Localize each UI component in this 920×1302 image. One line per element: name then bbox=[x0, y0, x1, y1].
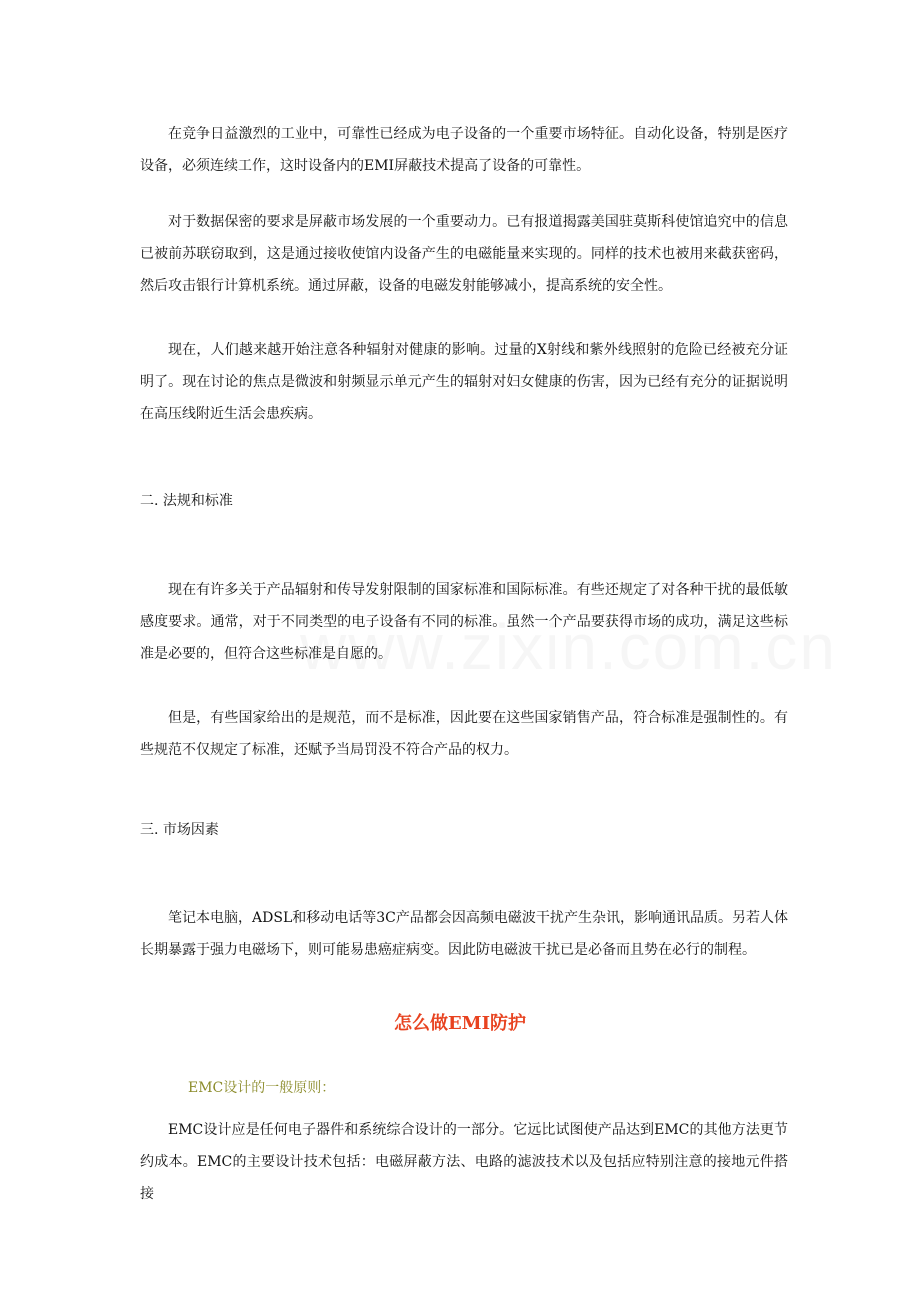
paragraph-regulations: 但是，有些国家给出的是规范，而不是标准，因此要在这些国家销售产品，符合标准是强制性的。有些规范不仅规定了标准，还赋予当局罚没不符合产品的权力。 bbox=[140, 710, 788, 758]
paragraph-data-security: 对于数据保密的要求是屏蔽市场发展的一个重要动力。已有报道揭露美国驻莫斯科使馆追究中的信息已被前苏联窃取到，这是通过接收使馆内设备产生的电磁能量来实现的。同样的技术也被用来截获密码，然后攻击银行计算机系统。通过屏蔽，设备的电磁发射能够减小，提高系统的安全性。 bbox=[140, 214, 788, 294]
section-heading-market: 三. 市场因素 bbox=[140, 822, 219, 838]
paragraph-emc-design: EMC设计应是任何电子器件和系统综合设计的一部分。它远比试图使产品达到EMC的其他方法更节约成本。EMC的主要设计技术包括：电磁屏蔽方法、电路的滤波技术以及包括应特别注意的接地元件搭接 bbox=[140, 1122, 788, 1202]
paragraph-health: 现在，人们越来越开始注意各种辐射对健康的影响。过量的X射线和紫外线照射的危险已经被充分证明了。现在讨论的焦点是微波和射频显示单元产生的辐射对妇女健康的伤害，因为已经有充分的证据说明在高压线附近生活会患疾病。 bbox=[140, 342, 788, 422]
document-title: 怎么做EMI防护 bbox=[393, 1013, 527, 1034]
section-heading-regulations: 二. 法规和标准 bbox=[140, 493, 233, 509]
subheading-emc-principles: EMC设计的一般原则： bbox=[188, 1080, 336, 1096]
paragraph-standards: 现在有许多关于产品辐射和传导发射限制的国家标准和国际标准。有些还规定了对各种干扰的最低敏感度要求。通常，对于不同类型的电子设备有不同的标准。虽然一个产品要获得市场的成功，满足这些标准是必要的，但符合这些标准是自愿的。 bbox=[140, 582, 788, 662]
paragraph-reliability: 在竞争日益激烈的工业中，可靠性已经成为电子设备的一个重要市场特征。自动化设备，特别是医疗设备，必须连续工作，这时设备内的EMI屏蔽技术提高了设备的可靠性。 bbox=[140, 126, 788, 174]
paragraph-market: 笔记本电脑，ADSL和移动电话等3C产品都会因高频电磁波干扰产生杂讯，影响通讯品质。另若人体长期暴露于强力电磁场下，则可能易患癌症病变。因此防电磁波干扰已是必备而且势在必行的制程。 bbox=[140, 910, 788, 958]
